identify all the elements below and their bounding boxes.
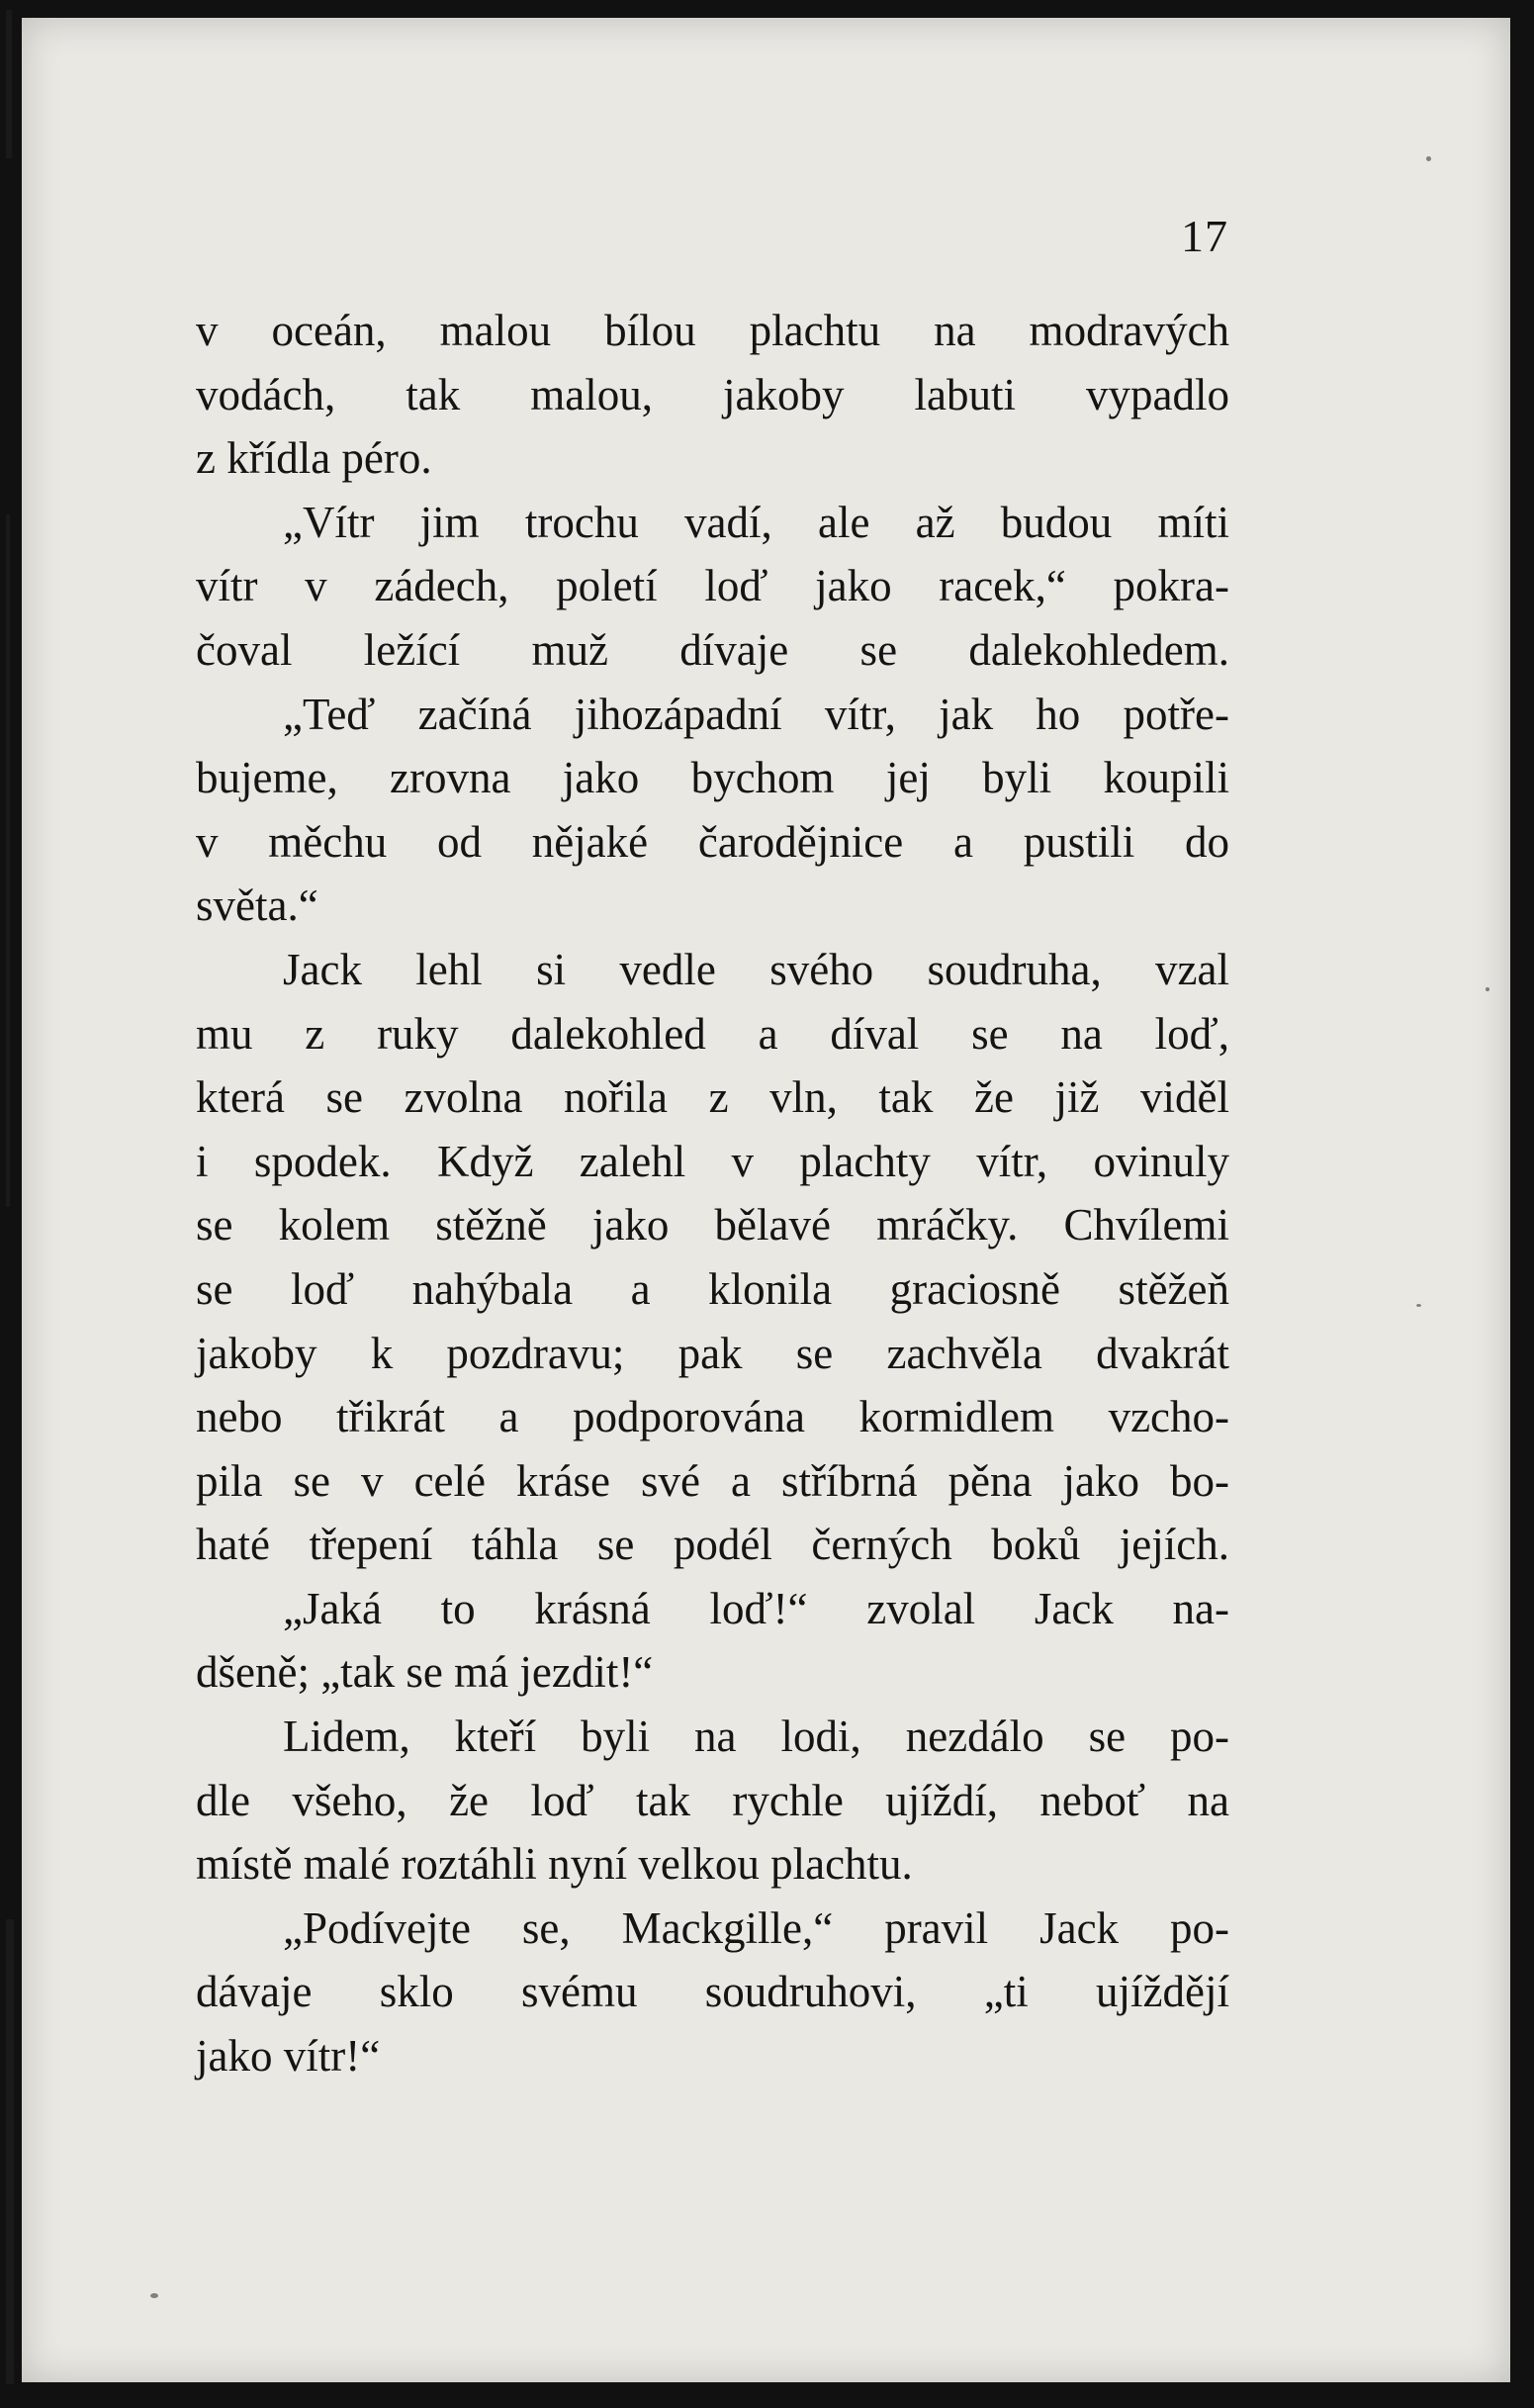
text-line: jakoby k pozdravu; pak se zachvěla dvakrát [196, 1328, 1229, 1378]
text-line: i spodek. Když zalehl v plachty vítr, ovinuly [196, 1136, 1229, 1186]
text-line: „Jaká to krásná loď!“ zvolal Jack na- [283, 1583, 1229, 1633]
text-line: jako vítr!“ [196, 2031, 381, 2082]
text-line: mu z ruky dalekohled a díval se na loď, [196, 1008, 1229, 1059]
text-line: „Vítr jim trochu vadí, ale až budou míti [283, 497, 1229, 547]
text-line: se kolem stěžně jako bělavé mráčky. Chvílemi [196, 1200, 1229, 1250]
text-line: nebo třikrát a podporována kormidlem vzcho- [196, 1392, 1229, 1442]
binding-edge-mark [6, 10, 12, 158]
text-line: světa.“ [196, 880, 318, 931]
text-line: která se zvolna nořila z vln, tak že již viděl [196, 1072, 1229, 1123]
text-line: místě malé roztáhli nyní velkou plachtu. [196, 1839, 913, 1890]
paper-speck [150, 2293, 158, 2298]
paper-speck [1416, 1304, 1421, 1307]
text-line: vítr v zádech, poletí loď jako racek,“ pokra- [196, 561, 1229, 611]
binding-edge-mark [6, 1919, 14, 2384]
binding-edge-mark [6, 514, 10, 1207]
page-number: 17 [1181, 211, 1228, 261]
text-line: dávaje sklo svému soudruhovi, „ti ujíždějí [196, 1967, 1229, 2017]
text-line: v oceán, malou bílou plachtu na modravých [196, 306, 1229, 355]
text-line: z křídla péro. [196, 433, 432, 484]
text-line: dle všeho, že loď tak rychle ujíždí, neboť na [196, 1775, 1229, 1825]
paper-speck [1486, 987, 1489, 991]
text-line: Jack lehl si vedle svého soudruha, vzal [283, 944, 1229, 994]
text-line: „Podívejte se, Mackgille,“ pravil Jack po- [283, 1902, 1229, 1953]
text-line: Lidem, kteří byli na lodi, nezdálo se po- [283, 1712, 1229, 1762]
body-text [196, 299, 1229, 2088]
text-line: se loď nahýbala a klonila graciosně stěžeň [196, 1263, 1229, 1314]
text-line: haté třepení táhla se podél černých boků jejích. [196, 1520, 1229, 1570]
text-line: vodách, tak malou, jakoby labuti vypadlo [196, 369, 1229, 419]
text-line: čoval ležící muž dívaje se dalekohledem. [196, 624, 1229, 675]
text-line: dšeně; „tak se má jezdit!“ [196, 1647, 654, 1698]
text-line: pila se v celé kráse své a stříbrná pěna jako bo- [196, 1455, 1229, 1506]
text-line: „Teď začíná jihozápadní vítr, jak ho potře- [283, 689, 1229, 739]
paper-speck [1426, 156, 1431, 161]
text-line: v měchu od nějaké čarodějnice a pustili do [196, 816, 1229, 867]
text-line: bujeme, zrovna jako bychom jej byli koupili [196, 753, 1229, 803]
